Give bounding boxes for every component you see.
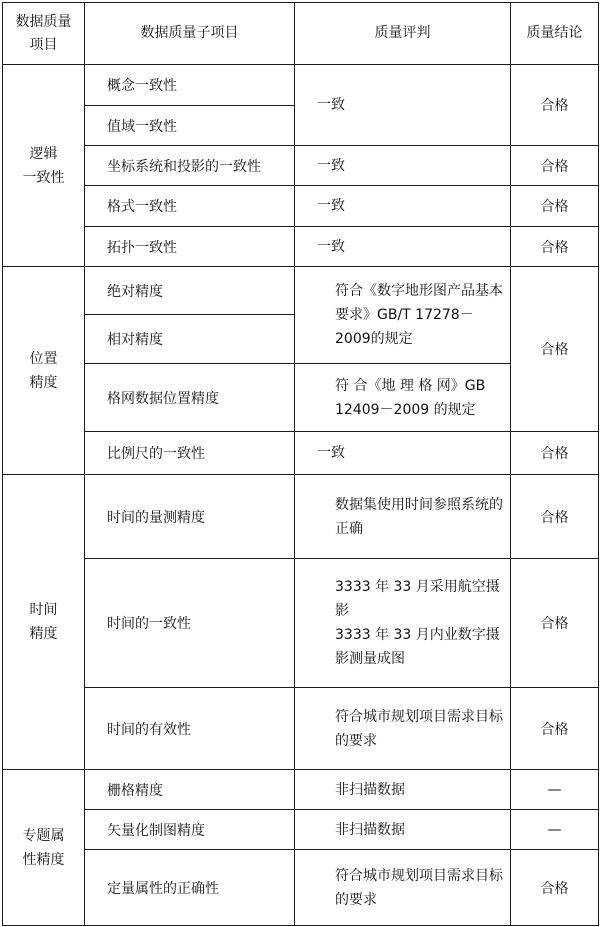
sub-item: 坐标系统和投影的一致性 <box>85 146 295 186</box>
sub-item: 定量属性的正确性 <box>85 850 295 926</box>
conclusion-cell: — <box>511 810 599 850</box>
sub-item: 矢量化制图精度 <box>85 810 295 850</box>
sub-item: 时间的量测精度 <box>85 475 295 559</box>
conclusion-cell: 合格 <box>511 65 599 146</box>
evaluation-cell <box>295 770 511 810</box>
sub-item: 比例尺的一致性 <box>85 432 295 475</box>
table-row <box>3 770 599 810</box>
sub-item: 格式一致性 <box>85 186 295 227</box>
conclusion-cell: 合格 <box>511 688 599 770</box>
sub-item: 时间的有效性 <box>85 688 295 770</box>
evaluation-cell <box>295 475 511 559</box>
evaluation-text-1: 3333 年 33 月采用航空摄影 <box>335 579 500 619</box>
sub-item: 时间的一致性 <box>85 559 295 688</box>
evaluation-text: 非扫描数据 <box>335 781 405 798</box>
header-evaluation: 质量评判 <box>295 3 511 65</box>
table-row <box>3 475 599 559</box>
table-row <box>3 559 599 688</box>
conclusion-cell: 合格 <box>511 227 599 267</box>
evaluation-text-2: 3333 年 33 月内业数字摄影测量成图 <box>335 627 500 667</box>
evaluation-text: 符合城市规划项目需求目标的要求 <box>335 867 503 908</box>
table-row <box>3 810 599 850</box>
table-row <box>3 432 599 475</box>
table-row <box>3 688 599 770</box>
table-row <box>3 146 599 186</box>
sub-item: 拓扑一致性 <box>85 227 295 267</box>
evaluation-cell <box>295 850 511 926</box>
conclusion-cell: 合格 <box>511 559 599 688</box>
evaluation-cell: 一致 <box>295 65 511 146</box>
evaluation-cell <box>295 688 511 770</box>
quality-table <box>2 2 599 926</box>
table-row <box>3 364 599 432</box>
header-sub-item: 数据质量子项目 <box>85 3 295 65</box>
evaluation-cell <box>295 364 511 432</box>
group-time-accuracy: 时间 精度 <box>3 475 85 770</box>
evaluation-text: 符合《数字地形图产品基本要求》GB/T 17278－2009的规定 <box>335 283 503 347</box>
group-logic-consistency: 逻辑 一致性 <box>3 65 85 267</box>
sub-item: 相对精度 <box>85 315 295 364</box>
table-row <box>3 186 599 227</box>
conclusion-cell: — <box>511 770 599 810</box>
evaluation-cell <box>295 559 511 688</box>
header-quality-item: 数据质量 项目 <box>3 3 85 65</box>
table-row <box>3 227 599 267</box>
conclusion-cell: 合格 <box>511 186 599 227</box>
conclusion-cell: 合格 <box>511 850 599 926</box>
evaluation-cell: 一致 <box>295 432 511 475</box>
conclusion-cell: 合格 <box>511 146 599 186</box>
sub-item: 概念一致性 <box>85 65 295 106</box>
group-position-accuracy: 位置 精度 <box>3 267 85 475</box>
conclusion-cell: 合格 <box>511 267 599 432</box>
conclusion-cell: 合格 <box>511 475 599 559</box>
evaluation-cell <box>295 267 511 364</box>
sub-item: 值域一致性 <box>85 106 295 146</box>
evaluation-cell: 一致 <box>295 146 511 186</box>
sub-item: 格网数据位置精度 <box>85 364 295 432</box>
sub-item: 栅格精度 <box>85 770 295 810</box>
sub-item: 绝对精度 <box>85 267 295 315</box>
table-row <box>3 850 599 926</box>
group-thematic-accuracy: 专题属 性精度 <box>3 770 85 926</box>
evaluation-text: 符 合《地 理 格 网》GB 12409－2009 的规定 <box>335 377 486 418</box>
table-row <box>3 65 599 106</box>
evaluation-cell: 一致 <box>295 186 511 227</box>
table-row <box>3 267 599 315</box>
evaluation-text: 数据集使用时间参照系统的正确 <box>335 496 503 537</box>
evaluation-text: 符合城市规划项目需求目标的要求 <box>335 708 503 749</box>
evaluation-text: 非扫描数据 <box>335 821 405 838</box>
evaluation-cell <box>295 810 511 850</box>
conclusion-cell: 合格 <box>511 432 599 475</box>
evaluation-cell: 一致 <box>295 227 511 267</box>
header-conclusion: 质量结论 <box>511 3 599 65</box>
header-row <box>3 3 599 65</box>
